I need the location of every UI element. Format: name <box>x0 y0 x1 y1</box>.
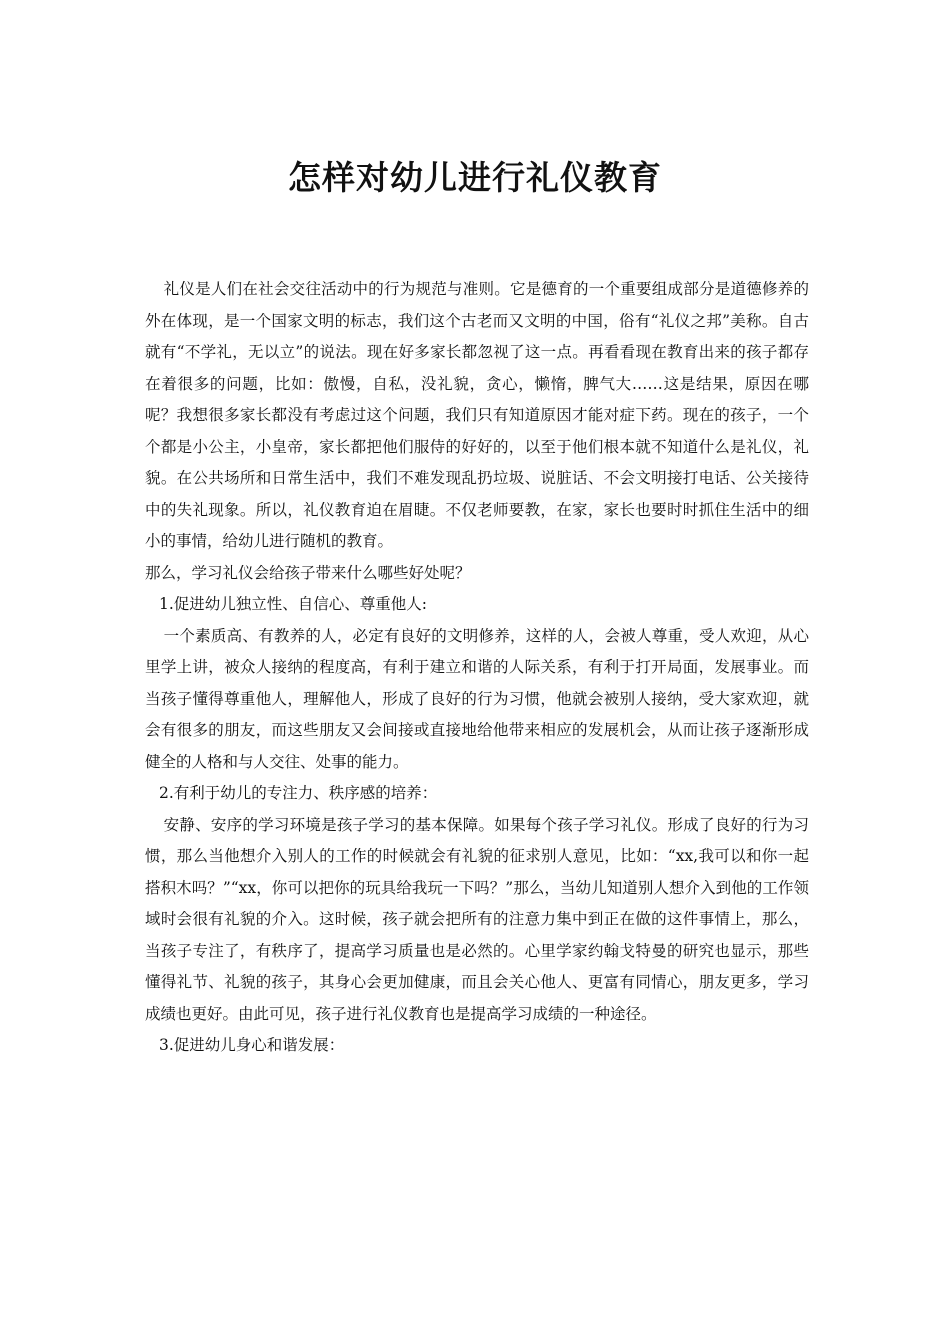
heading-point-2: 2.有利于幼儿的专注力、秩序感的培养： <box>159 784 438 802</box>
heading-point-1: 1.促进幼儿独立性、自信心、尊重他人: <box>159 595 428 613</box>
document-title: 怎样对幼儿进行礼仪教育 <box>288 158 662 197</box>
document-body <box>145 274 809 1062</box>
paragraph-question: 那么，学习礼仪会给孩子带来什么哪些好处呢？ <box>145 563 471 582</box>
heading-point-3: 3.促进幼儿身心和谐发展： <box>159 1036 345 1054</box>
paragraph-point-1: 一个素质高、有教养的人，必定有良好的文明修养，这样的人，会被人尊重，受人欢迎，从心里学上讲，被众人接纳的程度高，有利于建立和谐的人际关系，有利于打开局面，发展事业。而当孩子懂得尊重他人，理解他人，形成了良好的行为习惯，他就会被别人接纳，受大家欢迎，就会有很多的朋友，而这些朋友又会间接或直接地给他带来相应的发展机会，从而让孩子逐渐形成健全的人格和与人交往、处事的能力。 <box>145 626 809 771</box>
paragraph-intro: 礼仪是人们在社会交往活动中的行为规范与准则。它是德育的一个重要组成部分是道德修养的外在体现，是一个国家文明的标志，我们这个古老而又文明的中国，俗有“礼仪之邦”美称。自古就有“不学礼，无以立”的说法。现在好多家长都忽视了这一点。再看看现在教育出来的孩子都存在着很多的问题，比如：傲慢，自私，没礼貌，贪心，懒惰，脾气大……这是结果，原因在哪呢？我想很多家长都没有考虑过这个问题，我们只有知道原因才能对症下药。现在的孩子，一个个都是小公主，小皇帝，家长都把他们服侍的好好的，以至于他们根本就不知道什么是礼仪，礼貌。在公共场所和日常生活中，我们不难发现乱扔垃圾、说脏话、不会文明接打电话、公关接待中的失礼现象。所以，礼仪教育迫在眉睫。不仅老师要教，在家，家长也要时时抓住生活中的细小的事情，给幼儿进行随机的教育。 <box>145 280 809 550</box>
paragraph-point-2: 安静、安序的学习环境是孩子学习的基本保障。如果每个孩子学习礼仪。形成了良好的行为习惯，那么当他想介入别人的工作的时候就会有礼貌的征求别人意见，比如：“xx,我可以和你一起搭积木吗？”“xx，你可以把你的玩具给我玩一下吗？”那么，当幼儿知道别人想介入到他的工作领域时会很有礼貌的介入。这时候，孩子就会把所有的注意力集中到正在做的这件事情上，那么，当孩子专注了，有秩序了，提高学习质量也是必然的。心里学家约翰戈特曼的研究也显示，那些懂得礼节、礼貌的孩子，其身心会更加健康，而且会关心他人、更富有同情心，朋友更多，学习成绩也更好。由此可见，孩子进行礼仪教育也是提高学习成绩的一种途径。 <box>145 815 809 1023</box>
